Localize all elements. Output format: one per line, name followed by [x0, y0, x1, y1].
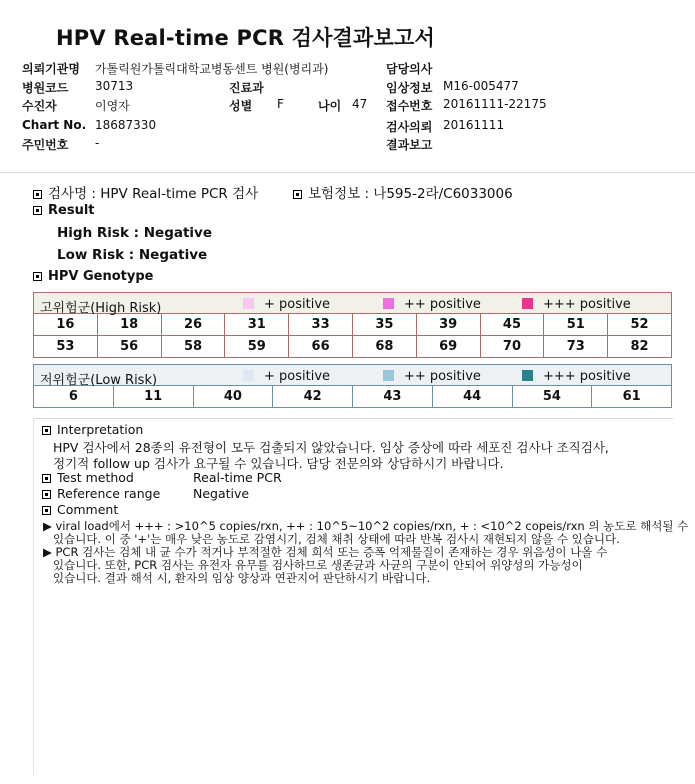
checkbox-icon	[42, 474, 51, 483]
legend-plus-plus-plus	[522, 369, 631, 384]
legend-plus-plus-plus	[522, 297, 631, 312]
test-method-value: Real-time PCR	[193, 470, 282, 485]
legend-swatch	[383, 298, 394, 309]
exam-name	[33, 182, 258, 202]
low-genotype-cell: 42	[273, 386, 353, 407]
low-risk-header	[34, 365, 671, 386]
high-genotype-cell: 53	[34, 336, 98, 357]
comment-row	[42, 502, 118, 517]
clinical-info-value: M16-005477	[443, 79, 519, 93]
high-risk-label: 고위험군(High Risk)	[40, 301, 162, 316]
department-label: 진료과	[229, 81, 264, 95]
high-genotype-cell: 52	[630, 317, 649, 332]
legend-swatch	[383, 370, 394, 381]
interpretation-heading	[42, 422, 143, 437]
high-genotype-cell: 31	[225, 314, 289, 335]
clinical-info-label: 임상정보	[386, 81, 433, 95]
interpretation-heading-text: Interpretation	[57, 422, 144, 437]
interpretation-section	[33, 418, 689, 775]
high-row	[34, 314, 671, 336]
high-risk-header	[34, 293, 671, 314]
low-risk-label: 저위험군(Low Risk)	[40, 373, 158, 388]
legend-swatch	[243, 298, 254, 309]
legend-plus	[243, 369, 330, 384]
genotype-heading-text: HPV Genotype	[48, 269, 154, 284]
legend-swatch	[522, 298, 533, 309]
doctor-label: 담당의사	[386, 62, 433, 76]
high-genotype-cell: 56	[98, 336, 162, 357]
reference-range-value: Negative	[193, 486, 250, 501]
high-genotype-cell: 82	[630, 339, 649, 354]
request-label: 검사의뢰	[386, 120, 433, 134]
high-genotype-cell: 35	[353, 314, 417, 335]
collector-label: 수진자	[22, 99, 57, 113]
reference-range-row	[42, 486, 160, 501]
chart-no-label: Chart No.	[22, 118, 87, 132]
test-method-row	[42, 470, 134, 485]
genotype-heading	[33, 269, 153, 284]
report-title: HPV Real-time PCR 검사결과보고서	[56, 26, 435, 50]
interpretation-text-1: HPV 검사에서 28종의 유전형이 모두 검출되지 않았습니다. 임상 증상에 따라 세포진 검사나 조직검사,	[53, 440, 609, 455]
sex-label: 성별	[229, 99, 253, 113]
high-genotype-cell: 18	[98, 314, 162, 335]
checkbox-icon	[42, 506, 51, 515]
comment-line-2: 있습니다. 이 중 '+'는 매우 낮은 농도로 감염시기, 검체 채취 상태에 따라 반복 검사시 재현되지 않을 수 있습니다.	[53, 532, 620, 546]
comment-line-1: ▶ viral load에서 +++ : >10^5 copies/rxn, ++ : 10^5~10^2 copies/rxn, + : <10^2 copeis/rxn 의 농도로 해석될 수	[43, 519, 689, 533]
insurance-info	[293, 182, 513, 202]
high-genotype-cell: 45	[481, 314, 545, 335]
high-genotype-cell: 69	[417, 336, 481, 357]
test-method-label: Test method	[57, 470, 134, 485]
exam-name-text: 검사명 : HPV Real-time PCR 검사	[48, 186, 259, 202]
high-genotype-cell: 66	[289, 336, 353, 357]
high-risk-result: High Risk : Negative	[57, 225, 212, 241]
result-heading	[33, 203, 95, 218]
legend-text: ++ positive	[404, 297, 481, 312]
reference-range-label: Reference range	[57, 486, 161, 501]
comment-line-4: 있습니다. 또한, PCR 검사는 유전자 유무를 검사하므로 생존균과 사균의 구분이 안되어 위양성의 가능성이	[53, 558, 583, 572]
id-value: -	[95, 136, 100, 150]
high-genotype-cell: 39	[417, 314, 481, 335]
high-risk-table	[33, 292, 672, 358]
low-genotype-cell: 43	[353, 386, 433, 407]
high-genotype-cell: 73	[544, 336, 608, 357]
checkbox-icon	[33, 272, 42, 281]
high-genotype-cell: 68	[353, 336, 417, 357]
checkbox-icon	[42, 426, 51, 435]
legend-plus-plus	[383, 297, 481, 312]
high-row	[34, 336, 671, 357]
high-genotype-cell: 70	[481, 336, 545, 357]
low-genotype-cell: 61	[622, 389, 641, 404]
legend-text: +++ positive	[543, 369, 631, 384]
legend-text: + positive	[264, 297, 331, 312]
interpretation-text-2: 정기적 follow up 검사가 요구될 수 있습니다. 담당 전문의와 상담하시기 바랍니다.	[53, 456, 504, 471]
id-label: 주민번호	[22, 138, 69, 152]
chart-no-value: 18687330	[95, 118, 157, 132]
high-genotype-cell: 16	[34, 314, 98, 335]
hospital-code-label: 병원코드	[22, 81, 69, 95]
high-genotype-cell: 51	[544, 314, 608, 335]
legend-swatch	[243, 370, 254, 381]
hospital-code-value: 30713	[95, 79, 134, 93]
request-value: 20161111	[443, 118, 505, 132]
checkbox-icon	[33, 206, 42, 215]
legend-swatch	[522, 370, 533, 381]
low-genotype-cell: 40	[194, 386, 274, 407]
low-genotype-cell: 6	[34, 386, 114, 407]
age-label: 나이	[318, 99, 342, 113]
collector-value: 이영자	[95, 99, 130, 113]
high-genotype-cell: 59	[225, 336, 289, 357]
result-report-label: 결과보고	[386, 138, 433, 152]
institution-value: 가톨릭원가톨릭대학교병동센트 병원(병리과)	[95, 62, 329, 76]
sex-value: F	[277, 97, 284, 111]
high-genotype-cell: 26	[162, 314, 226, 335]
legend-plus-plus	[383, 369, 481, 384]
legend-plus	[243, 297, 330, 312]
comment-line-5: 있습니다. 결과 해석 시, 환자의 임상 양상과 연관지어 판단하시기 바랍니다.	[53, 571, 431, 585]
legend-text: +++ positive	[543, 297, 631, 312]
legend-text: + positive	[264, 369, 331, 384]
high-genotype-cell: 33	[289, 314, 353, 335]
comment-line-3: ▶ PCR 검사는 검체 내 균 수가 적거나 부적절한 검체 희석 또는 증폭 억제물질이 존재하는 경우 위음성이 나올 수	[43, 545, 608, 559]
low-genotype-cell: 54	[513, 386, 593, 407]
low-genotype-cell: 11	[114, 386, 194, 407]
age-value: 47	[352, 97, 368, 111]
insurance-info-text: 보험정보 : 나595-2라/C6033006	[308, 186, 513, 202]
low-genotype-cell: 44	[433, 386, 513, 407]
institution-label: 의뢰기관명	[22, 62, 80, 76]
low-risk-result: Low Risk : Negative	[57, 247, 208, 263]
comment-label: Comment	[57, 502, 119, 517]
low-risk-table	[33, 364, 672, 408]
checkbox-icon	[42, 490, 51, 499]
receipt-label: 접수번호	[386, 99, 433, 113]
checkbox-icon	[293, 190, 302, 199]
legend-text: ++ positive	[404, 369, 481, 384]
high-genotype-cell: 58	[162, 336, 226, 357]
low-row	[34, 386, 671, 407]
checkbox-icon	[33, 190, 42, 199]
receipt-value: 20161111-22175	[443, 97, 547, 111]
result-heading-text: Result	[48, 203, 95, 218]
